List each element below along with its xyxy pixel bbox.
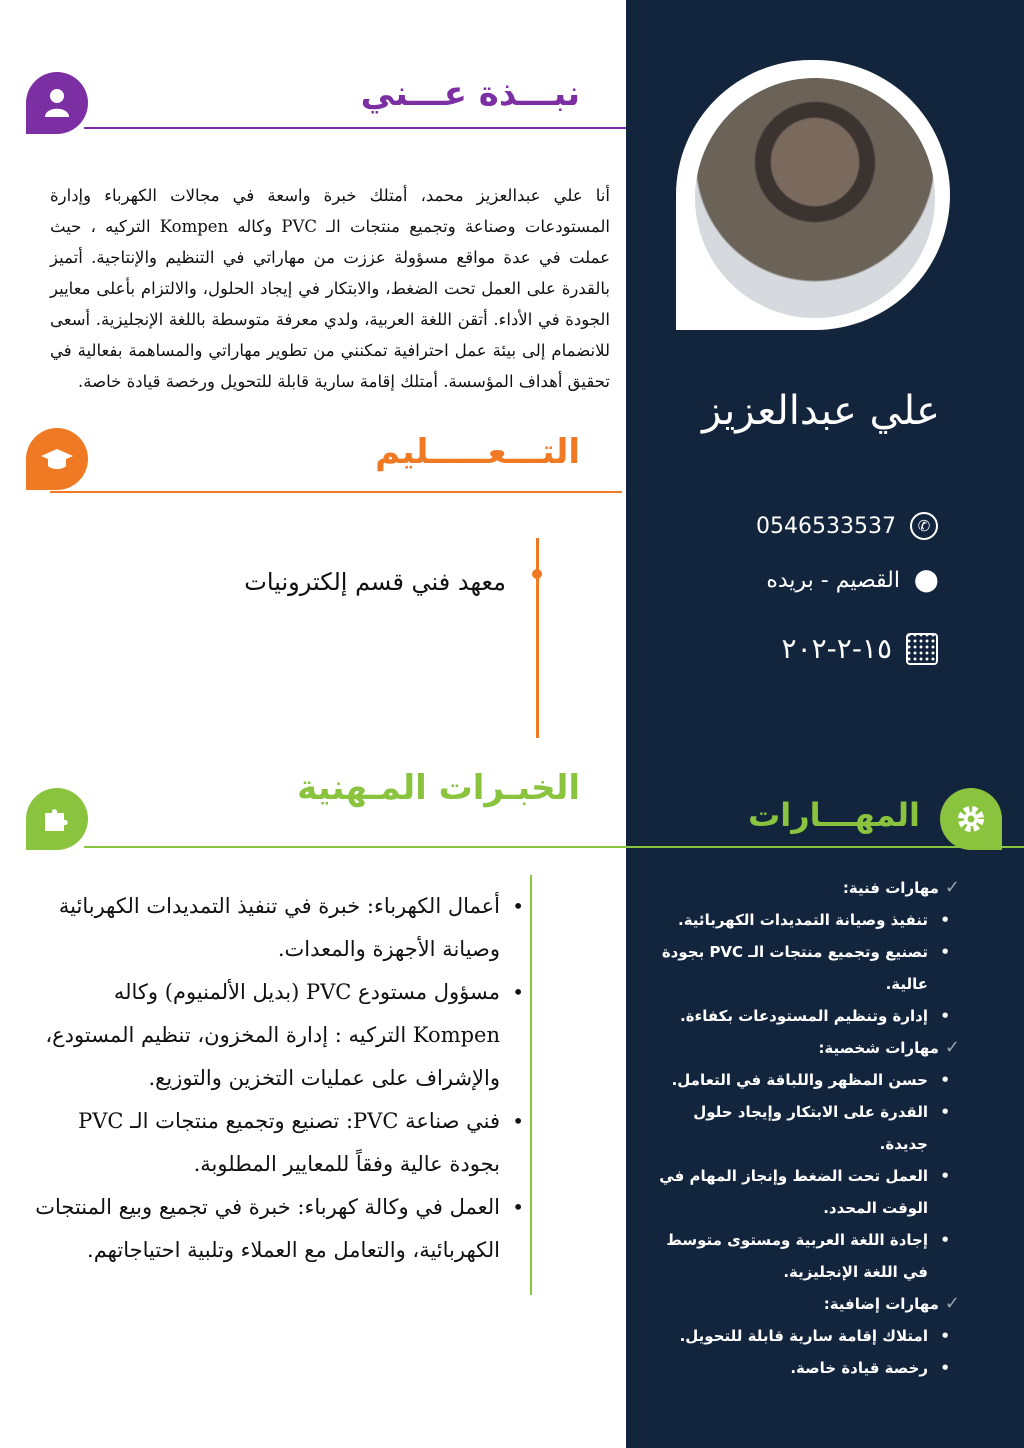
skill-item: • القدرة على الابتكار وإيجاد حلول جديدة. <box>640 1096 960 1160</box>
skill-item: • حسن المظهر واللباقة في التعامل. <box>640 1064 960 1096</box>
skill-item: • إجادة اللغة العربية ومستوى متوسط في اللغة الإنجليزية. <box>640 1224 960 1288</box>
education-title: التـــعـــــليم <box>375 432 580 472</box>
about-user-icon <box>26 72 88 134</box>
location-pin-icon: ⬤ <box>914 568 939 593</box>
skill-item: • رخصة قيادة خاصة. <box>640 1352 960 1384</box>
education-timeline <box>536 538 539 738</box>
skill-group-title: ✓ مهارات فنية: <box>640 872 960 904</box>
location-text: القصيم - بريده <box>766 568 900 593</box>
contact-date <box>782 632 938 665</box>
profile-photo <box>695 78 935 318</box>
calendar-icon <box>906 633 938 665</box>
experience-title: الخبـرات المـهنية <box>297 768 580 808</box>
skill-group-title: ✓ مهارات إضافية: <box>640 1288 960 1320</box>
skill-item: • تنفيذ وصيانة التمديدات الكهربائية. <box>640 904 960 936</box>
experience-timeline <box>530 875 532 1295</box>
check-icon: ✓ <box>944 1293 960 1314</box>
about-divider <box>84 127 626 129</box>
experience-item: • فني صناعة PVC: تصنيع وتجميع منتجات الـ PVC بجودة عالية وفقاً للمعايير المطلوبة. <box>30 1100 500 1186</box>
contact-location <box>766 568 938 593</box>
education-divider <box>50 491 622 493</box>
skill-item: • امتلاك إقامة سارية قابلة للتحويل. <box>640 1320 960 1352</box>
gear-icon <box>940 788 1002 850</box>
experience-item: • العمل في وكالة كهرباء: خبرة في تجميع وبيع المنتجات الكهربائية، والتعامل مع العملاء وتلبية احتياجاتهم. <box>30 1186 500 1272</box>
skills-list <box>640 872 960 1384</box>
about-paragraph: أنا علي عبدالعزيز محمد، أمتلك خبرة واسعة في مجالات الكهرباء وإدارة المستودعات وصناعة وتجميع منتجات الـ PVC وكاله Kompen التركيه ، حيث عملت في عدة مواقع مسؤولة عززت من مهاراتي في التنظيم والإنتاجية. أتميز بالقدرة على العمل تحت الضغط، والابتكار في إيجاد الحلول، والالتزام بأعلى معايير الجودة في الأداء. أتقن اللغة العربية، ولدي معرفة متوسطة باللغة الإنجليزية. أسعى للانضمام إلى بيئة عمل احترافية تمكنني من تطوير مهاراتي والمساهمة بفعالية في تحقيق أهداف المؤسسة. أمتلك إقامة سارية قابلة للتحويل ورخصة قيادة خاصة. <box>50 186 610 391</box>
contact-phone <box>756 512 938 540</box>
profile-name: علي عبدالعزيز <box>702 388 940 434</box>
skill-item: • إدارة وتنظيم المستودعات بكفاءة. <box>640 1000 960 1032</box>
graduation-cap-icon <box>26 428 88 490</box>
skills-title: المهـــارات <box>748 796 920 834</box>
check-icon: ✓ <box>944 877 960 898</box>
experience-list <box>30 885 522 1272</box>
about-title: نبـــذة عـــني <box>360 74 580 114</box>
education-item: معهد فني قسم إلكترونيات <box>244 568 506 596</box>
experience-divider <box>84 846 1024 848</box>
phone-icon: ✆ <box>910 512 938 540</box>
experience-item: • أعمال الكهرباء: خبرة في تنفيذ التمديدات الكهربائية وصيانة الأجهزة والمعدات. <box>30 885 500 971</box>
date-text: ١٥-٢-٢٠٢ <box>781 632 892 665</box>
puzzle-icon <box>26 788 88 850</box>
experience-item: • مسؤول مستودع PVC (بديل الألمنيوم) وكاله Kompen التركيه : إدارة المخزون، تنظيم المستودع، والإشراف على عمليات التخزين والتوزيع. <box>30 971 500 1100</box>
education-timeline-dot <box>532 569 542 579</box>
skill-item: • تصنيع وتجميع منتجات الـ PVC بجودة عالية. <box>640 936 960 1000</box>
phone-number: 0546533537 <box>756 513 896 539</box>
skill-item: • العمل تحت الضغط وإنجاز المهام في الوقت المحدد. <box>640 1160 960 1224</box>
skill-group-title: ✓ مهارات شخصية: <box>640 1032 960 1064</box>
check-icon: ✓ <box>944 1037 960 1058</box>
